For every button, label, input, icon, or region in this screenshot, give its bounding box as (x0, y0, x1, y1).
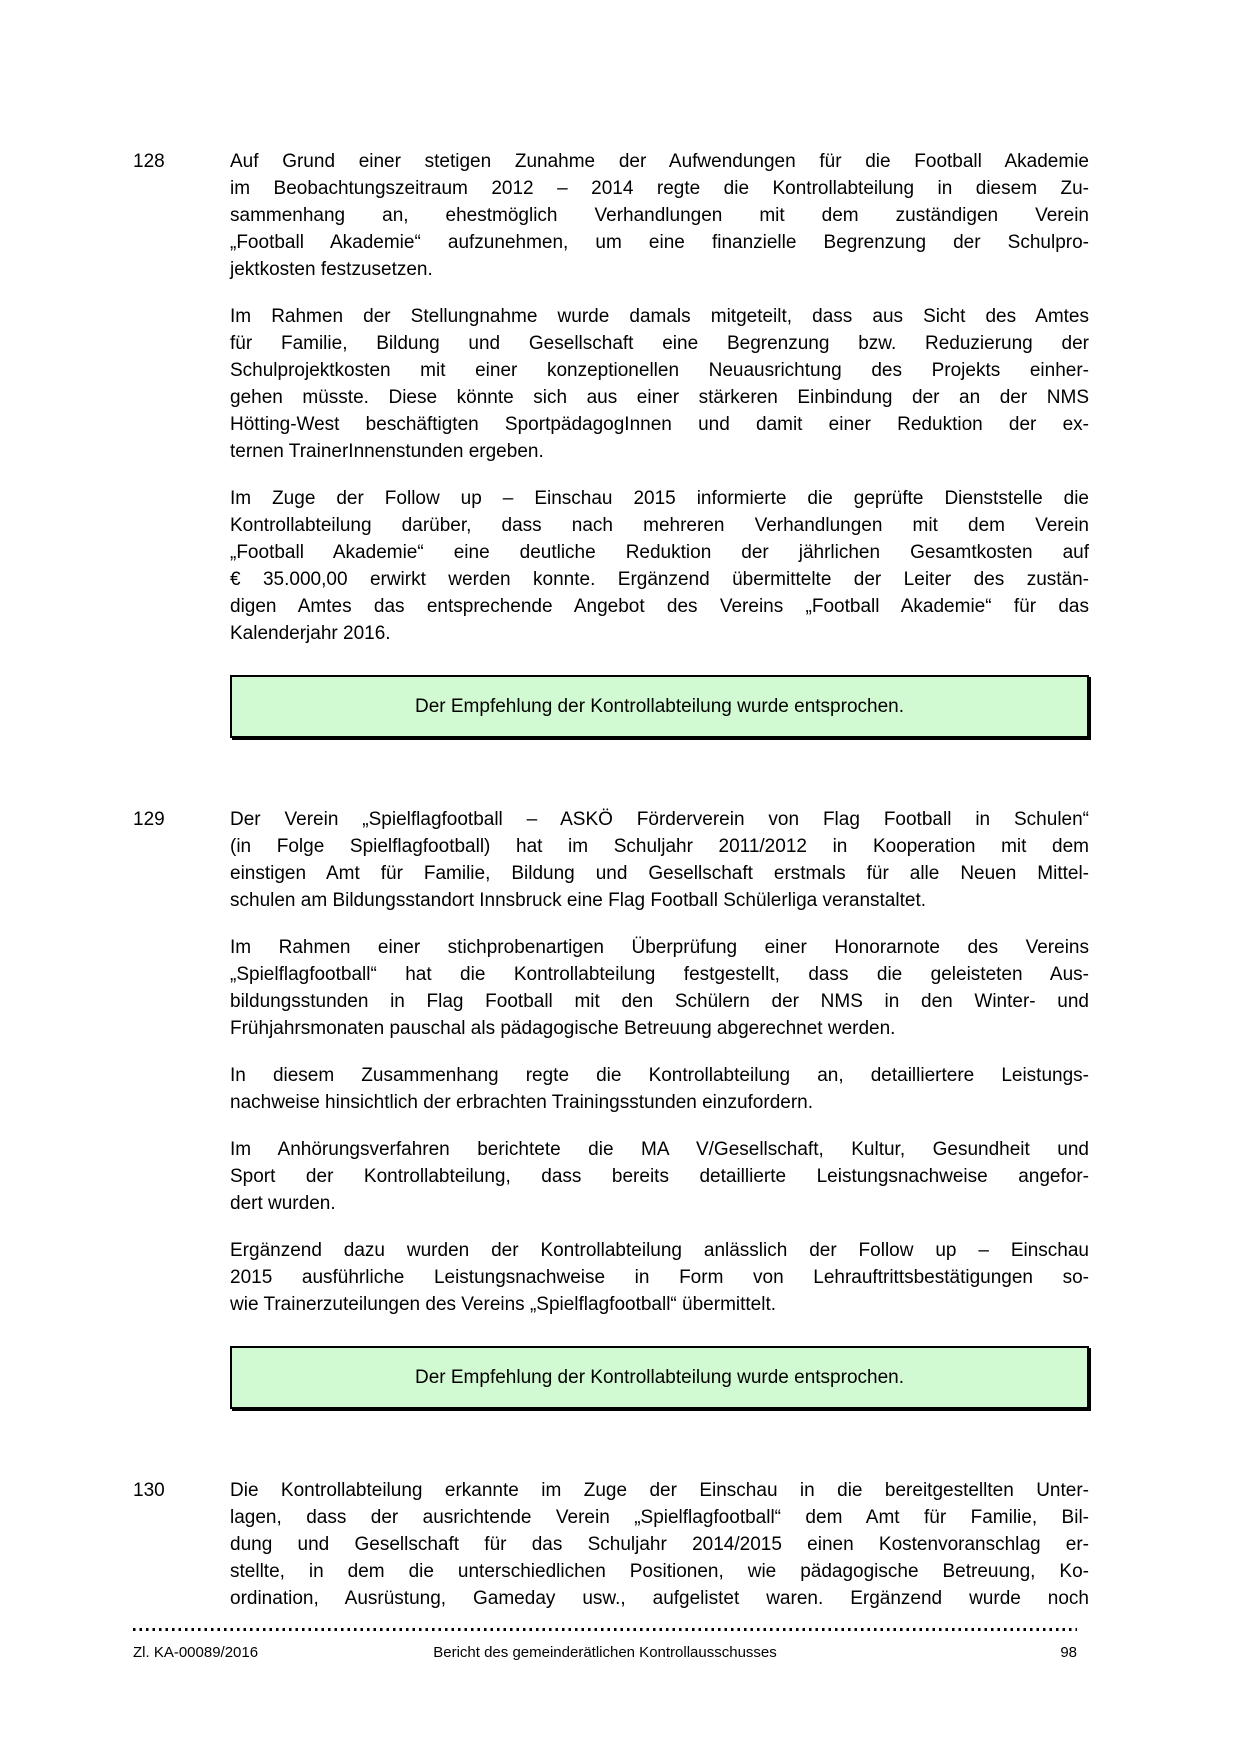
text-line: im Beobachtungszeitraum 2012 – 2014 regte die Kontrollabteilung in diesem Zu- (230, 178, 1089, 199)
text-line: Hötting-West beschäftigten SportpädagogInnen und damit einer Reduktion der ex- (230, 414, 1089, 435)
report-section (133, 1477, 1089, 1612)
text-block (230, 934, 1089, 1042)
report-section (133, 806, 1089, 1409)
recommendation-text: Der Empfehlung der Kontrollabteilung wurde entsprochen. (414, 1367, 905, 1388)
text-line: einstigen Amt für Familie, Bildung und Gesellschaft erstmals für alle Neuen Mittel- (230, 863, 1089, 884)
text-block (230, 806, 1089, 914)
footer-reference: Zl. KA-00089/2016 (133, 1644, 259, 1661)
text-line: jektkosten festzusetzen. (230, 259, 433, 280)
text-line: für Familie, Bildung und Gesellschaft eine Begrenzung bzw. Reduzierung der (230, 333, 1089, 354)
text-block (230, 303, 1089, 465)
text-line: Kalenderjahr 2016. (230, 623, 391, 644)
text-block (230, 1062, 1089, 1116)
text-line: Sport der Kontrollabteilung, dass bereits detaillierte Leistungsnachweise angefor- (230, 1166, 1089, 1187)
text-line: sammenhang an, ehestmöglich Verhandlungen mit dem zuständigen Verein (230, 205, 1089, 226)
text-line: wie Trainerzuteilungen des Vereins „Spielflagfootball“ übermittelt. (230, 1294, 777, 1315)
text-line: „Football Akademie“ eine deutliche Reduktion der jährlichen Gesamtkosten auf (230, 542, 1089, 563)
footer-page-number: 98 (1060, 1644, 1077, 1661)
document-body (133, 148, 1089, 1680)
text-line: dert wurden. (230, 1193, 336, 1214)
recommendation-text: Der Empfehlung der Kontrollabteilung wurde entsprochen. (414, 696, 905, 717)
text-line: (in Folge Spielflagfootball) hat im Schuljahr 2011/2012 in Kooperation mit dem (230, 836, 1089, 857)
recommendation-box (230, 675, 1089, 738)
text-line: 2015 ausführliche Leistungsnachweise in Form von Lehrauftrittsbestätigungen so- (230, 1267, 1089, 1288)
text-line: Im Anhörungsverfahren berichtete die MA V/Gesellschaft, Kultur, Gesundheit und (230, 1139, 1089, 1160)
text-line: Die Kontrollabteilung erkannte im Zuge der Einschau in die bereitgestellten Unter- (230, 1480, 1089, 1501)
paragraph-body (230, 148, 1089, 738)
text-line: Im Rahmen der Stellungnahme wurde damals mitgeteilt, dass aus Sicht des Amtes (230, 306, 1089, 327)
text-line: Ergänzend dazu wurden der Kontrollabteilung anlässlich der Follow up – Einschau (230, 1240, 1089, 1261)
recommendation-box (230, 1346, 1089, 1409)
text-block (230, 1477, 1089, 1612)
text-line: Schulprojektkosten mit einer konzeptionellen Neuausrichtung des Projekts einher- (230, 360, 1089, 381)
text-line: stellte, in dem die unterschiedlichen Positionen, wie pädagogische Betreuung, Ko- (230, 1561, 1089, 1582)
text-line: gehen müsste. Diese könnte sich aus einer stärkeren Einbindung der an der NMS (230, 387, 1089, 408)
paragraph-body (230, 806, 1089, 1409)
text-line: Kontrollabteilung darüber, dass nach mehreren Verhandlungen mit dem Verein (230, 515, 1089, 536)
text-line: € 35.000,00 erwirkt werden konnte. Ergänzend übermittelte der Leiter des zustän- (230, 569, 1089, 590)
text-line: dung und Gesellschaft für das Schuljahr 2014/2015 einen Kostenvoranschlag er- (230, 1534, 1089, 1555)
text-line: „Football Akademie“ aufzunehmen, um eine finanzielle Begrenzung der Schulpro- (230, 232, 1089, 253)
text-line: Der Verein „Spielflagfootball – ASKÖ Förderverein von Flag Football in Schulen“ (230, 809, 1089, 830)
text-block (230, 1237, 1089, 1318)
text-line: Im Rahmen einer stichprobenartigen Überprüfung einer Honorarnote des Vereins (230, 937, 1089, 958)
paragraph-number: 128 (133, 151, 165, 172)
paragraph-number: 130 (133, 1480, 165, 1501)
paragraph-body (230, 1477, 1089, 1612)
text-line: „Spielflagfootball“ hat die Kontrollabteilung festgestellt, dass die geleisteten Aus- (230, 964, 1089, 985)
text-line: nachweise hinsichtlich der erbrachten Trainingsstunden einzufordern. (230, 1092, 814, 1113)
text-line: ordination, Ausrüstung, Gameday usw., aufgelistet waren. Ergänzend wurde noch (230, 1588, 1089, 1609)
footer-report-title: Bericht des gemeinderätlichen Kontrollausschusses (433, 1644, 777, 1661)
text-line: In diesem Zusammenhang regte die Kontrollabteilung an, detailliertere Leistungs- (230, 1065, 1089, 1086)
text-line: schulen am Bildungsstandort Innsbruck eine Flag Football Schülerliga veranstaltet. (230, 890, 926, 911)
paragraph-number: 129 (133, 809, 165, 830)
report-section (133, 148, 1089, 738)
text-block (230, 485, 1089, 647)
text-line: ternen TrainerInnenstunden ergeben. (230, 441, 544, 462)
footer-row (133, 1643, 1077, 1663)
footer-dotted-divider (133, 1628, 1077, 1631)
text-line: digen Amtes das entsprechende Angebot des Vereins „Football Akademie“ für das (230, 596, 1089, 617)
text-line: Im Zuge der Follow up – Einschau 2015 informierte die geprüfte Dienststelle die (230, 488, 1089, 509)
text-block (230, 148, 1089, 283)
text-block (230, 1136, 1089, 1217)
text-line: Auf Grund einer stetigen Zunahme der Aufwendungen für die Football Akademie (230, 151, 1089, 172)
text-line: lagen, dass der ausrichtende Verein „Spielflagfootball“ dem Amt für Familie, Bil- (230, 1507, 1089, 1528)
text-line: Frühjahrsmonaten pauschal als pädagogische Betreuung abgerechnet werden. (230, 1018, 896, 1039)
text-line: bildungsstunden in Flag Football mit den Schülern der NMS in den Winter- und (230, 991, 1089, 1012)
page-footer (133, 1628, 1077, 1663)
